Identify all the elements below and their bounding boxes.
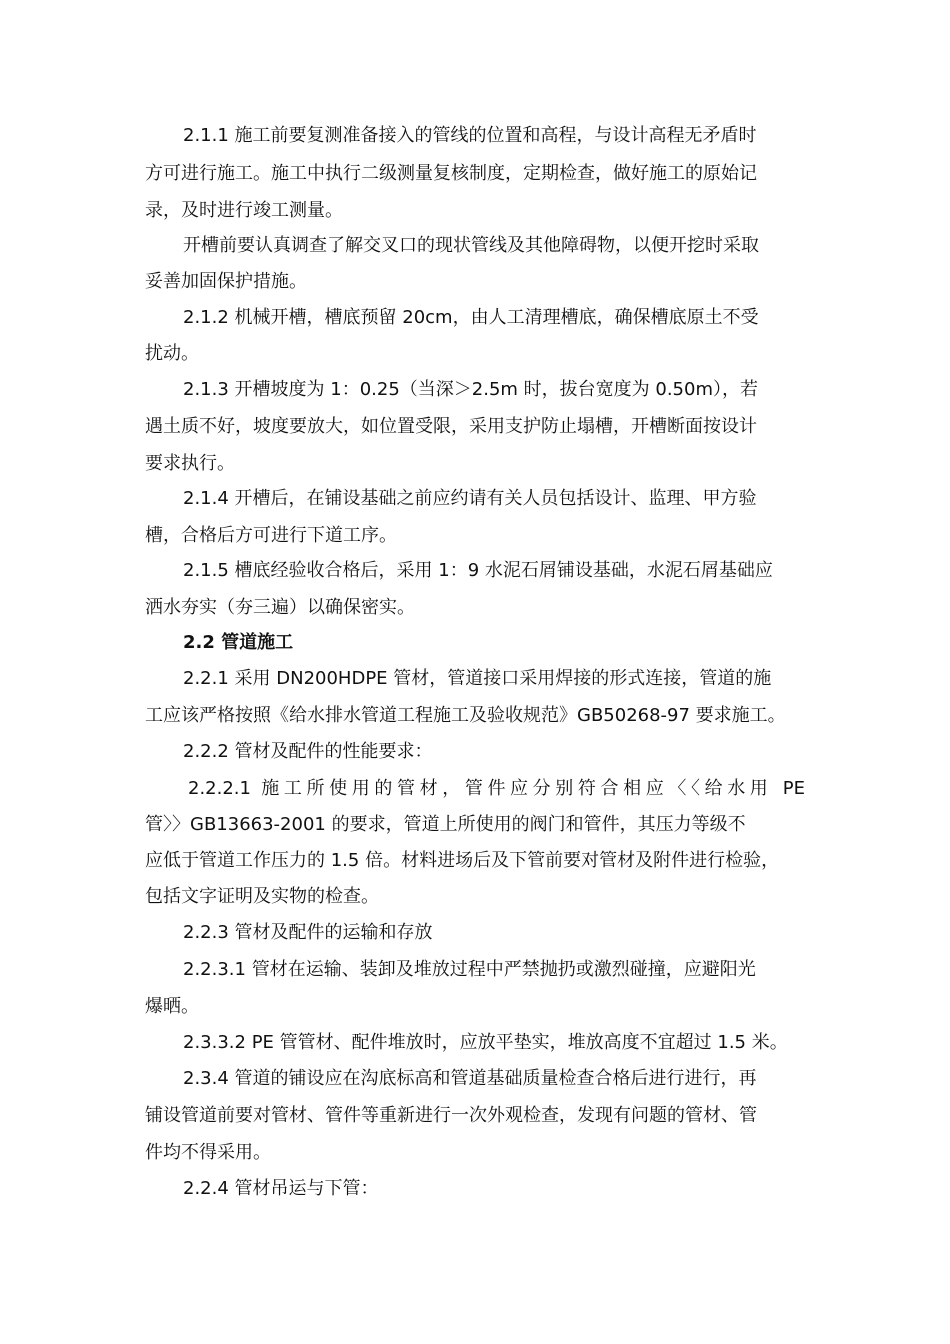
paragraph-2-2-3: 2.2.3 管材及配件的运输和存放 [183,922,433,943]
paragraph-2-2-2: 2.2.2 管材及配件的性能要求： [183,741,433,762]
paragraph-2-1-3-line-1: 2.1.3 开槽坡度为 1：0.25（当深＞2.5m 时，拔台宽度为 0.50m），若 [183,379,758,400]
paragraph-2-3-4-line-2: 铺设管道前要对管材、管件等重新进行一次外观检查，发现有问题的管材、管 [145,1105,757,1126]
paragraph-2-1-1-line-1: 2.1.1 施工前要复测准备接入的管线的位置和高程，与设计高程无矛盾时 [183,125,757,146]
paragraph-2-3-3-2: 2.3.3.2 PE 管管材、配件堆放时，应放平垫实，堆放高度不宜超过 1.5 米。 [183,1032,788,1053]
paragraph-trench-survey-line-2: 妥善加固保护措施。 [145,271,307,292]
paragraph-2-1-5-line-1: 2.1.5 槽底经验收合格后，采用 1：9 水泥石屑铺设基础，水泥石屑基础应 [183,560,773,581]
paragraph-2-2-1-line-1: 2.2.1 采用 DN200HDPE 管材，管道接口采用焊接的形式连接，管道的施 [183,668,772,689]
paragraph-2-1-2-line-2: 扰动。 [145,343,199,364]
paragraph-2-1-3-line-2: 遇土质不好，坡度要放大，如位置受限，采用支护防止塌槽，开槽断面按设计 [145,416,757,437]
paragraph-2-1-3-line-3: 要求执行。 [145,453,235,474]
paragraph-2-2-2-1-line-4: 包括文字证明及实物的检查。 [145,886,379,907]
paragraph-2-1-1-line-2: 方可进行施工。施工中执行二级测量复核制度，定期检查，做好施工的原始记 [145,163,757,184]
paragraph-2-2-2-1-line-2: 管〉〉GB13663-2001 的要求，管道上所使用的阀门和管件，其压力等级不 [145,814,746,835]
paragraph-2-3-4-line-1: 2.3.4 管道的铺设应在沟底标高和管道基础质量检查合格后进行进行，再 [183,1068,757,1089]
paragraph-2-3-4-line-3: 件均不得采用。 [145,1142,271,1163]
paragraph-2-1-4-line-2: 槽，合格后方可进行下道工序。 [145,525,397,546]
section-heading-2-2: 2.2 管道施工 [183,632,294,653]
paragraph-2-1-1-line-3: 录，及时进行竣工测量。 [145,200,343,221]
paragraph-2-2-2-1-line-1: 2.2.2.1 施工所使用的管材，管件应分别符合相应〈〈给水用 PE [188,778,805,799]
paragraph-2-2-3-1-line-2: 爆晒。 [145,996,199,1017]
paragraph-2-2-2-1-line-3: 应低于管道工作压力的 1.5 倍。材料进场后及下管前要对管材及附件进行检验， [145,850,780,871]
paragraph-2-2-1-line-2: 工应该严格按照《给水排水管道工程施工及验收规范》GB50268-97 要求施工。 [145,705,786,726]
paragraph-2-1-4-line-1: 2.1.4 开槽后，在铺设基础之前应约请有关人员包括设计、监理、甲方验 [183,488,757,509]
paragraph-2-1-5-line-2: 洒水夯实（夯三遍）以确保密实。 [145,597,415,618]
paragraph-trench-survey-line-1: 开槽前要认真调查了解交叉口的现状管线及其他障碍物，以便开挖时采取 [183,235,759,256]
paragraph-2-2-3-1-line-1: 2.2.3.1 管材在运输、装卸及堆放过程中严禁抛扔或激烈碰撞，应避阳光 [183,959,756,980]
paragraph-2-1-2-line-1: 2.1.2 机械开槽，槽底预留 20cm，由人工清理槽底，确保槽底原土不受 [183,307,759,328]
paragraph-2-2-4: 2.2.4 管材吊运与下管： [183,1178,379,1199]
